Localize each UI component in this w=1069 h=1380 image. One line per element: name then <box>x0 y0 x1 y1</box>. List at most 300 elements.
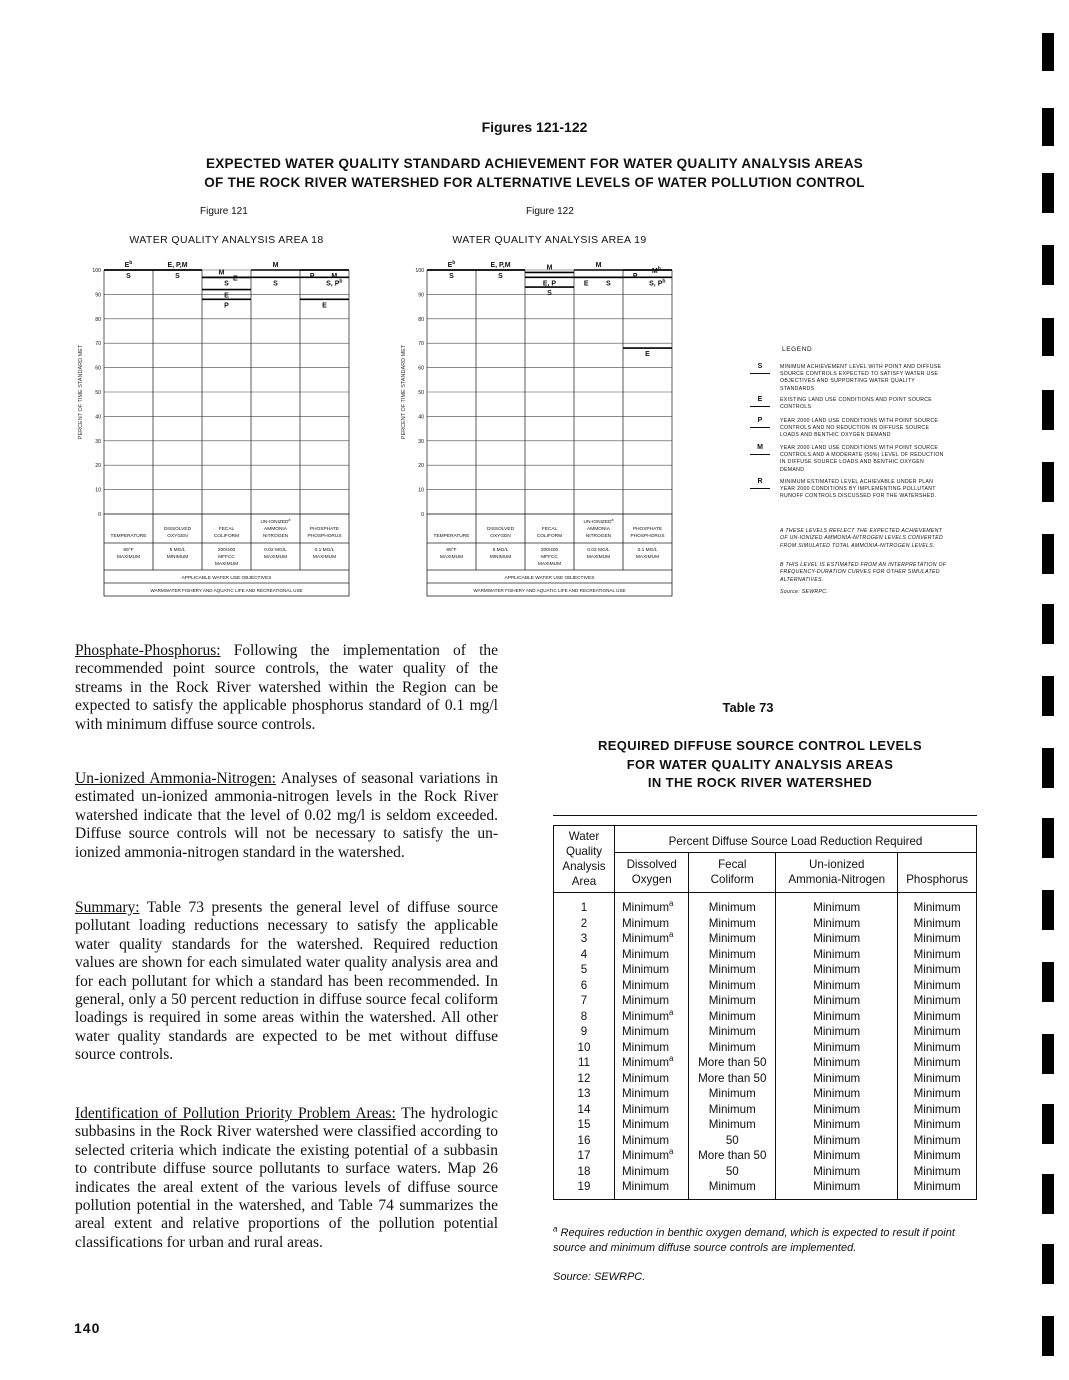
cell-footnote-mark: a <box>669 899 674 909</box>
y-tick-label: 100 <box>415 268 424 274</box>
column-name: AMMONIA <box>587 527 610 532</box>
cell-phosphorus <box>898 1179 977 1199</box>
cell-fecal-coliform <box>689 1179 776 1199</box>
cell-value: Minimum <box>813 978 861 992</box>
cell-area <box>554 1024 615 1040</box>
cell-value: 3 <box>580 932 588 945</box>
cell-ammonia-nitrogen <box>776 1071 898 1087</box>
achievement-label: P <box>309 273 315 280</box>
achievement-label: S <box>175 273 180 280</box>
cell-value: Minimum <box>913 1056 961 1069</box>
table-top-rule <box>553 815 977 816</box>
achievement-label: S <box>273 280 278 288</box>
cell-ammonia-nitrogen <box>776 1117 898 1133</box>
cell-value: 12 <box>577 1071 591 1085</box>
cell-phosphorus <box>898 1133 977 1149</box>
cell-ammonia-nitrogen <box>776 1055 898 1071</box>
header-area-line: Area <box>571 875 597 888</box>
cell-area <box>554 1179 615 1199</box>
cell-dissolved-oxygen <box>615 931 689 947</box>
section-body: The hydrologic subbasins in the Rock River watershed were classified according to selected criteria which indicate the existing potential of a subbasin to contribute diffuse source pollutants to surface waters. Map 26 indicates the areal extent of the various levels of diffuse source pollution potential in the watershed, and Table 74 summarizes the areal extent and relative proportions of the pollution potential classifications for urban and rural areas. <box>75 1105 498 1251</box>
figure-footnote-b: B THIS LEVEL IS ESTIMATED FROM AN INTERPRETATION OF FREQUENCY-DURATION CURVES FOR OTHER SIMULATED ALTERNATIVES. <box>780 562 947 583</box>
cell-dissolved-oxygen <box>615 993 689 1009</box>
cell-value: Minimum <box>913 1164 961 1178</box>
cell-value: Minimum <box>622 1087 670 1100</box>
cell-value: 18 <box>577 1164 591 1178</box>
cell-value: Minimum <box>813 1009 861 1023</box>
y-tick-label: 0 <box>98 512 101 518</box>
legend-title: LEGEND <box>782 346 813 353</box>
cell-ammonia-nitrogen <box>776 1009 898 1025</box>
row-use: WARMWATER FISHERY AND AQUATIC LIFE AND RECREATIONAL USE <box>150 588 303 593</box>
cell-value: Minimum <box>813 963 861 976</box>
cell-dissolved-oxygen <box>615 1040 689 1056</box>
achievement-label-sup: b <box>657 266 661 272</box>
cell-fecal-coliform <box>689 993 776 1009</box>
y-tick-label: 20 <box>418 463 424 470</box>
cell-phosphorus <box>898 947 977 963</box>
figures-title-line2: OF THE ROCK RIVER WATERSHED FOR ALTERNATIVE LEVELS OF WATER POLLUTION CONTROL <box>204 175 865 190</box>
chart-area-18 <box>70 250 360 600</box>
figure-footnote-a: A THESE LEVELS REFLECT THE EXPECTED ACHIEVEMENT OF UN-IONIZED AMMONIA-NITROGEN LEVELS CONVERTED FROM SIMULATED TOTAL AMMONIA-NITROGEN LEVELS. <box>780 528 944 549</box>
table-row <box>554 993 977 1009</box>
cell-value: Minimum <box>708 947 756 961</box>
cell-phosphorus <box>898 1055 977 1071</box>
column-name: TEMPERATURE <box>433 534 470 539</box>
cell-value: 14 <box>577 1102 591 1116</box>
cell-value: Minimum <box>813 1133 861 1147</box>
y-axis-label: PERCENT OF TIME STANDARD MET <box>78 344 84 440</box>
cell-ammonia-nitrogen <box>776 978 898 994</box>
cell-fecal-coliform <box>689 931 776 947</box>
figures-title-line1: EXPECTED WATER QUALITY STANDARD ACHIEVEMENT FOR WATER QUALITY ANALYSIS AREAS <box>205 156 864 171</box>
cell-phosphorus <box>898 1040 977 1056</box>
cell-value: Minimum <box>813 1087 861 1100</box>
cell-ammonia-nitrogen <box>776 916 898 932</box>
cell-value: 9 <box>580 1025 588 1038</box>
cell-dissolved-oxygen <box>615 1164 689 1180</box>
section-heading: Summary: <box>75 899 140 916</box>
cell-phosphorus <box>898 993 977 1009</box>
column-objective: 0.1 MG/L <box>637 548 658 553</box>
header-line: Ammonia-Nitrogen <box>788 873 886 887</box>
header-area-line: Quality <box>565 845 603 858</box>
achievement-label-sup: b <box>339 278 343 285</box>
cell-value: More than 50 <box>698 1071 767 1085</box>
figure-footnote-a-text: THESE LEVELS REFLECT THE EXPECTED ACHIEVEMENT OF UN-IONIZED AMMONIA-NITROGEN LEVELS CONVERTED FROM SIMULATED TOTAL AMMONIA-NITROGEN LEVELS. <box>780 528 944 549</box>
legend-text-p: YEAR 2000 LAND USE CONDITIONS WITH POINT SOURCE CONTROLS AND NO REDUCTION IN DIFFUSE SOURCE LOADS AND BENTHIC OXYGEN DEMAND <box>780 418 939 439</box>
column-name: NITROGEN <box>585 534 612 539</box>
section-pollution-priority <box>75 1105 498 1252</box>
cell-area <box>554 1009 615 1025</box>
achievement-label: E, P,M <box>490 262 511 269</box>
achievement-label: M <box>546 264 553 272</box>
column-objective: MAXIMUM <box>586 555 611 560</box>
section-summary <box>75 899 498 1065</box>
y-tick-label: 90 <box>418 292 424 299</box>
cell-phosphorus <box>898 1148 977 1164</box>
header-line: Oxygen <box>631 873 672 887</box>
cell-fecal-coliform <box>689 962 776 978</box>
cell-value: Minimum <box>913 1025 961 1038</box>
cell-value: Minimum <box>813 1040 861 1054</box>
column-objective: MAXIMUM <box>116 555 141 560</box>
cell-value: Minimum <box>913 1133 961 1147</box>
cell-value: 50 <box>725 1164 739 1178</box>
column-name: COLIFORM <box>536 534 563 539</box>
header-line <box>898 857 976 872</box>
achievement-label: E <box>583 280 589 288</box>
legend-line <box>750 373 770 374</box>
cell-value: 4 <box>580 947 588 961</box>
table-73-title-line2: FOR WATER QUALITY ANALYSIS AREAS <box>626 756 894 772</box>
column-name: COLIFORM <box>213 534 240 539</box>
cell-area <box>554 931 615 947</box>
cell-dissolved-oxygen <box>615 1179 689 1199</box>
legend-line <box>750 454 770 455</box>
cell-value: 6 <box>580 978 588 992</box>
legend-line <box>750 488 770 489</box>
column-name: FECAL <box>541 527 558 532</box>
y-tick-label: 10 <box>95 487 101 494</box>
table-row <box>554 1024 977 1040</box>
table-row <box>554 1179 977 1199</box>
cell-value: 8 <box>580 1009 588 1023</box>
cell-value: Minimum <box>622 1040 670 1054</box>
cell-fecal-coliform <box>689 893 776 916</box>
achievement-label: S <box>224 280 229 288</box>
cell-fecal-coliform <box>689 1102 776 1118</box>
figures-number: Figures 121-122 <box>481 119 588 135</box>
cell-value: Minimum <box>622 1025 670 1038</box>
cell-value: 1 <box>580 901 588 914</box>
section-phosphate-phosphorus <box>75 642 498 734</box>
column-name: PHOSPHORUS <box>307 534 342 539</box>
cell-area <box>554 1102 615 1118</box>
figure-122-label: Figure 122 <box>526 206 574 217</box>
achievement-label: M <box>218 269 225 277</box>
row-objectives: APPLICABLE WATER USE OBJECTIVES <box>181 576 272 581</box>
cell-area <box>554 993 615 1009</box>
legend-text-s: MINIMUM ACHIEVEMENT LEVEL WITH POINT AND DIFFUSE SOURCE CONTROLS EXPECTED TO SATISFY WATER USE OBJECTIVES AND SUPPORTING WATER QUALITY STANDARDS <box>780 364 942 392</box>
cell-value: Minimum <box>622 932 670 945</box>
cell-value: Minimum <box>708 978 756 992</box>
column-name: OXYGEN <box>490 534 511 539</box>
section-body: Analyses of seasonal variations in estimated un-ionized ammonia-nitrogen levels in the Rock River watershed indicate that the level of 0.02 mg/l is seldom exceeded. Diffuse source controls will not be necessary to satisfy the un-ionized ammonia-nitrogen standard in the watershed. <box>75 770 498 861</box>
cell-fecal-coliform <box>689 1024 776 1040</box>
cell-value: Minimum <box>708 994 756 1007</box>
cell-value: Minimum <box>813 1149 861 1162</box>
column-objective: MAXIMUM <box>537 562 562 567</box>
column-objective: MAXIMUM <box>214 562 239 567</box>
cell-value: Minimum <box>913 1102 961 1116</box>
cell-value: Minimum <box>708 1009 756 1023</box>
cell-ammonia-nitrogen <box>776 931 898 947</box>
footnote-text: Requires reduction in benthic oxygen demand, which is expected to result if point source and minimum diffuse source controls are implemented. <box>553 1227 955 1254</box>
cell-value: Minimum <box>708 916 756 930</box>
column-name: NITROGEN <box>262 534 289 539</box>
cell-fecal-coliform <box>689 1117 776 1133</box>
cell-value: Minimum <box>708 1040 756 1054</box>
achievement-label-sup: b <box>452 260 456 266</box>
table-73-title <box>560 737 960 793</box>
achievement-label: $E^b$ <box>124 260 133 269</box>
y-tick-label: 60 <box>418 365 424 372</box>
cell-value: 2 <box>580 916 588 930</box>
cell-dissolved-oxygen <box>615 916 689 932</box>
cell-fecal-coliform <box>689 978 776 994</box>
column-objective: 0.1 MG/L <box>314 548 335 553</box>
column-name: FECAL <box>218 527 235 532</box>
column-objective: 5 MG/L <box>169 548 186 553</box>
y-tick-label: 90 <box>95 292 101 299</box>
achievement-label: S, $P^b$ <box>649 278 666 288</box>
cell-footnote-mark: a <box>669 1007 674 1017</box>
column-name: OXYGEN <box>167 534 188 539</box>
cell-value: Minimum <box>813 1056 861 1069</box>
cell-area <box>554 893 615 916</box>
achievement-label-sup: b <box>129 260 133 266</box>
cell-ammonia-nitrogen <box>776 1040 898 1056</box>
cell-area <box>554 1086 615 1102</box>
achievement-label: E <box>224 292 229 300</box>
cell-ammonia-nitrogen <box>776 1164 898 1180</box>
cell-value: 17 <box>577 1149 591 1162</box>
cell-phosphorus <box>898 1086 977 1102</box>
cell-ammonia-nitrogen <box>776 947 898 963</box>
cell-dissolved-oxygen <box>615 1133 689 1149</box>
cell-value: Minimum <box>708 1025 756 1038</box>
achievement-label: S <box>547 290 552 298</box>
column-objective: 89°F <box>123 548 134 553</box>
cell-area <box>554 1164 615 1180</box>
table-row <box>554 931 977 947</box>
y-tick-label: 70 <box>95 341 101 348</box>
section-un-ionized-ammonia <box>75 770 498 862</box>
cell-value: Minimum <box>708 1180 756 1193</box>
y-tick-label: 0 <box>421 512 424 518</box>
column-name: PHOSPHORUS <box>630 534 665 539</box>
cell-value: Minimum <box>913 1071 961 1085</box>
table-footnote <box>553 1226 983 1256</box>
achievement-label: P <box>224 302 229 310</box>
column-name: DISSOLVED <box>486 527 515 532</box>
header-phosphorus <box>898 852 977 892</box>
table-row <box>554 1009 977 1025</box>
achievement-label-sup: b <box>662 278 666 285</box>
column-objective: MAXIMUM <box>439 555 464 560</box>
footnote-mark: a <box>553 1224 558 1234</box>
cell-value: Minimum <box>622 1009 670 1023</box>
table-row <box>554 1148 977 1164</box>
y-tick-label: 80 <box>418 316 424 323</box>
cell-value: More than 50 <box>698 1149 767 1162</box>
cell-fecal-coliform <box>689 947 776 963</box>
header-line: Fecal <box>718 858 747 872</box>
cell-value: Minimum <box>813 1180 861 1193</box>
cell-value: Minimum <box>913 963 961 976</box>
cell-value: Minimum <box>813 916 861 930</box>
cell-value: 5 <box>580 963 588 976</box>
cell-dissolved-oxygen <box>615 1148 689 1164</box>
cell-ammonia-nitrogen <box>776 1133 898 1149</box>
table-row <box>554 1117 977 1133</box>
cell-phosphorus <box>898 1024 977 1040</box>
cell-dissolved-oxygen <box>615 1024 689 1040</box>
table-73-title-line1: REQUIRED DIFFUSE SOURCE CONTROL LEVELS <box>597 738 923 753</box>
cell-value: Minimum <box>622 1071 670 1085</box>
header-line: Coliform <box>710 873 754 887</box>
legend-text-m: YEAR 2000 LAND USE CONDITIONS WITH POINT SOURCE CONTROLS AND A MODERATE (50%) LEVEL OF REDUCTION IN DIFFUSE SOURCE LOADS AND BENTHIC OXYGEN DEMAND <box>780 445 944 473</box>
achievement-label: S <box>449 273 454 280</box>
cell-value: Minimum <box>622 1149 670 1162</box>
header-line: Dissolved <box>626 858 677 872</box>
cell-value: Minimum <box>913 1180 961 1193</box>
column-name-sup: a <box>288 518 291 522</box>
header-fecal-coliform <box>689 852 776 892</box>
table-73 <box>553 825 977 1200</box>
y-tick-label: 70 <box>418 341 424 348</box>
y-tick-label: 50 <box>95 390 101 396</box>
column-name: PHOSPHATE <box>632 527 663 532</box>
cell-value: Minimum <box>622 1133 670 1147</box>
cell-phosphorus <box>898 893 977 916</box>
column-objective: 0.02 MG/L <box>587 548 610 553</box>
table-source: Source: SEWRPC. <box>553 1271 646 1283</box>
chart-19-title: WATER QUALITY ANALYSIS AREA 19 <box>452 234 647 246</box>
cell-value: Minimum <box>708 1118 756 1131</box>
legend-key-e: E <box>757 396 763 403</box>
cell-value: Minimum <box>708 901 756 914</box>
column-objective: 5 MG/L <box>492 548 509 553</box>
cell-value: 16 <box>577 1133 591 1147</box>
cell-dissolved-oxygen <box>615 962 689 978</box>
cell-value: 11 <box>577 1056 591 1069</box>
cell-phosphorus <box>898 1164 977 1180</box>
header-group: Percent Diffuse Source Load Reduction Required <box>615 826 977 853</box>
cell-area <box>554 1117 615 1133</box>
achievement-label: $M^b$ <box>651 266 661 275</box>
cell-value: Minimum <box>813 1118 861 1131</box>
cell-area <box>554 1148 615 1164</box>
legend-key-p: P <box>757 417 763 424</box>
cell-fecal-coliform <box>689 1086 776 1102</box>
cell-value: Minimum <box>622 1180 670 1193</box>
cell-phosphorus <box>898 1071 977 1087</box>
cell-ammonia-nitrogen <box>776 1024 898 1040</box>
cell-dissolved-oxygen <box>615 1117 689 1133</box>
cell-footnote-mark: a <box>669 1054 674 1064</box>
table-row <box>554 1086 977 1102</box>
cell-value: Minimum <box>708 963 756 976</box>
column-name: PHOSPHATE <box>309 527 340 532</box>
row-use: WARMWATER FISHERY AND AQUATIC LIFE AND RECREATIONAL USE <box>473 588 626 593</box>
cell-dissolved-oxygen <box>615 1009 689 1025</box>
cell-dissolved-oxygen <box>615 978 689 994</box>
cell-phosphorus <box>898 1009 977 1025</box>
y-tick-label: 20 <box>95 463 101 470</box>
cell-value: Minimum <box>913 1040 961 1054</box>
achievement-label: E <box>232 275 238 283</box>
table-row <box>554 893 977 916</box>
table-row <box>554 978 977 994</box>
achievement-label: S <box>605 280 611 288</box>
cell-footnote-mark: a <box>669 1147 674 1157</box>
column-objective: 89°F <box>446 548 457 553</box>
column-objective: MAXIMUM <box>263 555 288 560</box>
cell-dissolved-oxygen <box>615 1055 689 1071</box>
legend-key-m: M <box>757 444 763 451</box>
y-tick-label: 40 <box>95 414 101 421</box>
column-objective: 200/400 <box>540 548 559 553</box>
column-objective: 0.02 MG/L <box>264 548 287 553</box>
cell-value: Minimum <box>708 1087 756 1100</box>
table-row <box>554 1133 977 1149</box>
cell-area <box>554 1055 615 1071</box>
cell-value: Minimum <box>913 1009 961 1023</box>
cell-ammonia-nitrogen <box>776 1148 898 1164</box>
section-body: Following the implementation of the recommended point source controls, the water quality of the streams in the Rock River watershed within the Region can be expected to satisfy the applicable phosphorus standard of 0.1 mg/l with minimum diffuse source controls. <box>75 642 499 733</box>
cell-value: Minimum <box>708 932 756 945</box>
table-row <box>554 916 977 932</box>
cell-value: Minimum <box>813 994 861 1007</box>
legend-key-r: R <box>757 478 763 485</box>
table-row <box>554 1071 977 1087</box>
cell-value: Minimum <box>813 932 861 945</box>
achievement-label: E, P <box>542 280 557 288</box>
legend-text-e: EXISTING LAND USE CONDITIONS AND POINT SOURCE CONTROLS <box>780 397 933 411</box>
column-name-sup: a <box>611 518 614 522</box>
cell-value: 10 <box>577 1040 591 1054</box>
cell-value: Minimum <box>913 1118 961 1131</box>
header-line: Un-ionized <box>808 858 865 872</box>
y-tick-label: 100 <box>92 268 101 274</box>
cell-area <box>554 978 615 994</box>
cell-value: Minimum <box>813 1102 861 1116</box>
cell-ammonia-nitrogen <box>776 962 898 978</box>
y-tick-label: 80 <box>95 316 101 323</box>
cell-value: 13 <box>577 1087 591 1100</box>
legend-text-r: MINIMUM ESTIMATED LEVEL ACHIEVABLE UNDER PLAN YEAR 2000 CONDITIONS BY IMPLEMENTING POLLUTANT RUNOFF CONTROLS DISCUSSED FOR THE WATERSHED. <box>780 479 937 500</box>
cell-dissolved-oxygen <box>615 1102 689 1118</box>
cell-phosphorus <box>898 931 977 947</box>
cell-value: Minimum <box>913 932 961 945</box>
cell-value: Minimum <box>622 963 670 976</box>
cell-fecal-coliform <box>689 1040 776 1056</box>
row-objectives: APPLICABLE WATER USE OBJECTIVES <box>504 576 595 581</box>
achievement-label: P <box>632 273 638 280</box>
table-row <box>554 1164 977 1180</box>
table-row <box>554 947 977 963</box>
cell-ammonia-nitrogen <box>776 1179 898 1199</box>
column-name: UN-IONIZED$^a$ <box>583 518 614 525</box>
cell-fecal-coliform <box>689 1071 776 1087</box>
cell-value: Minimum <box>913 1087 961 1100</box>
figure-source: Source: SEWRPC. <box>780 589 829 595</box>
cell-phosphorus <box>898 1102 977 1118</box>
cell-value: Minimum <box>913 916 961 930</box>
cell-area <box>554 1071 615 1087</box>
cell-phosphorus <box>898 1117 977 1133</box>
cell-phosphorus <box>898 978 977 994</box>
column-name: UN-IONIZED$^a$ <box>260 518 291 525</box>
legend-line <box>750 406 770 407</box>
table-row <box>554 962 977 978</box>
achievement-label: E <box>645 351 650 359</box>
achievement-label: $E^b$ <box>447 260 456 269</box>
column-objective: MINIMUM <box>489 555 512 560</box>
section-heading: Identification of Pollution Priority Problem Areas: <box>75 1105 396 1122</box>
